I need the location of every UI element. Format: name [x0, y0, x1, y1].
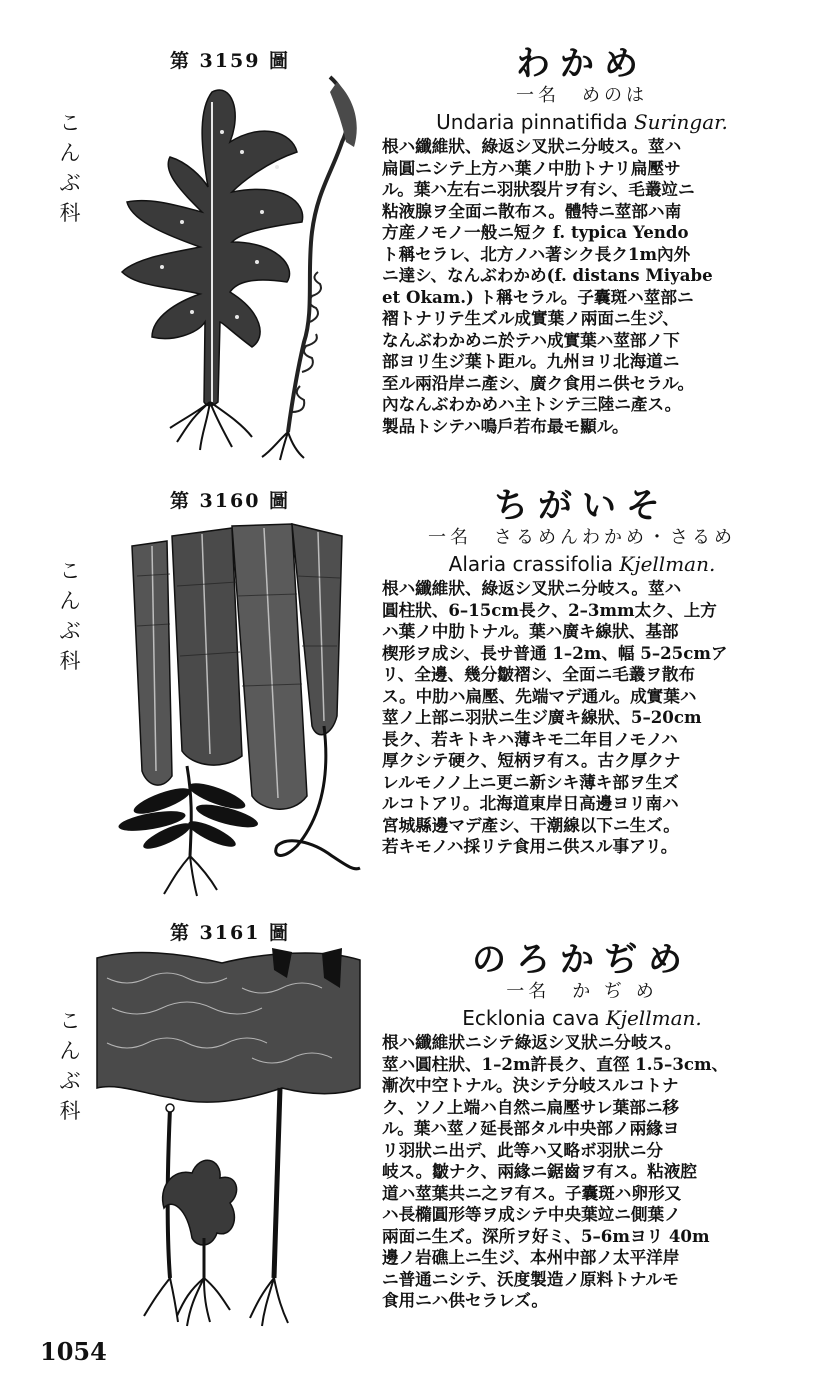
- entry-text: [382, 940, 782, 1312]
- entry-text: [382, 486, 782, 858]
- description-line: ス。中肋ハ扁壓、先端マデ通ル。成實葉ハ: [382, 685, 697, 706]
- description-line: 粘液腺ヲ全面ニ散布ス。體特ニ莖部ハ南: [382, 200, 682, 221]
- description-line: 圓柱狀、6–15cm長ク、2–3mm太ク、上方: [382, 599, 717, 620]
- description-line: 製品トシテハ鳴戶若布最モ顯ル。: [382, 415, 629, 436]
- alternate-name: 一名 めのは: [516, 85, 648, 106]
- description-line: 內なんぶわかめハ主トシテ三陸ニ產ス。: [382, 394, 682, 414]
- figure-label: 第 3160 圖: [169, 490, 291, 512]
- description-line: ト稱セラレ、北方ノハ著シク長ク1m內外: [382, 243, 691, 264]
- entry-text: [382, 44, 782, 437]
- japanese-name: ちがいそ: [494, 486, 670, 526]
- description-line: 食用ニハ供セラレズ。: [382, 1290, 548, 1310]
- description-line: et Okam.) ト稱セラル。子囊斑ハ莖部ニ: [382, 286, 694, 307]
- description-line: 道ハ莖葉共ニ之ヲ有ス。子囊斑ハ卵形又: [382, 1182, 682, 1203]
- chigaiso-illustration: [92, 516, 364, 901]
- description-line: 褶トナリテ生ズル成實葉ノ兩面ニ生ジ、: [382, 308, 680, 328]
- description-line: なんぶわかめニ於テハ成實葉ハ莖部ノ下: [382, 329, 680, 350]
- figure-label: 第 3159 圖: [169, 50, 291, 72]
- japanese-name: わかめ: [516, 44, 648, 84]
- description-line: ルコトアリ。北海道東岸日高邊ヨリ南ハ: [382, 793, 679, 813]
- description: [382, 578, 782, 858]
- alternate-name: 一名 さるめんわかめ・さるめ: [428, 527, 736, 548]
- family-label: こ ん ぶ 科: [59, 1009, 81, 1123]
- description-line: ク、ソノ上端ハ自然ニ扁壓サレ葉部ニ移: [382, 1096, 680, 1117]
- description-line: ル。葉ハ莖ノ延長部タル中央部ノ兩緣ヨ: [382, 1118, 680, 1138]
- description-line: 莖ノ上部ニ羽狀ニ生ジ廣キ線狀、5–20cm: [382, 707, 702, 727]
- description-line: 岐ス。皺ナク、兩緣ニ鋸齒ヲ有ス。粘液腔: [382, 1161, 697, 1181]
- description-line: 根ハ纖維狀、綠返シ叉狀ニ分岐ス。莖ハ: [382, 136, 682, 156]
- description-line: 長ク、若キトキハ薄キモ二年目ノモノハ: [382, 728, 678, 749]
- description-line: ハ葉ノ中肋トナル。葉ハ廣キ線狀、基部: [382, 621, 679, 641]
- description-line: 至ル兩沿岸ニ產シ、廣ク食用ニ供セラル。: [382, 372, 695, 393]
- description-line: リ羽狀ニ出デ、此等ハ又略ボ羽狀ニ分: [382, 1139, 663, 1160]
- scientific-author: Suringar.: [633, 110, 728, 134]
- scientific-author: Kjellman.: [619, 552, 716, 576]
- wakame-illustration: [92, 72, 364, 462]
- japanese-name: のろかぢめ: [472, 940, 692, 980]
- description-line: 部ヨリ生ジ葉ト距ル。九州ヨリ北海道ニ: [382, 351, 680, 371]
- description-line: 漸次中空トナル。決シテ分岐スルコトナ: [382, 1075, 679, 1095]
- description-line: 根ハ纖維狀ニシテ綠返シ叉狀ニ分岐ス。: [382, 1032, 682, 1052]
- figure-label: 第 3161 圖: [169, 922, 291, 944]
- description-line: 兩面ニ生ズ。深所ヲ好ミ、5–6mヨリ 40m: [382, 1225, 710, 1246]
- description-line: ニ達シ、なんぶわかめ(f. distans Miyabe: [382, 265, 713, 285]
- description-line: 若キモノハ採リテ食用ニ供スル事アリ。: [382, 836, 678, 856]
- scientific-binomial: Ecklonia cava: [462, 1006, 600, 1030]
- scientific-name: [382, 108, 782, 136]
- scientific-author: Kjellman.: [605, 1006, 702, 1030]
- description-line: 莖ハ圓柱狀、1–2m許長ク、直徑 1.5–3cm、: [382, 1053, 729, 1074]
- description-line: 邊ノ岩礁上ニ生ジ、本州中部ノ太平洋岸: [382, 1247, 680, 1267]
- description-line: ハ長橢圓形等ヲ成シテ中央葉竝ニ側葉ノ: [382, 1204, 681, 1224]
- description-line: 宮城縣邊マデ產シ、干潮線以下ニ生ズ。: [382, 814, 680, 835]
- description-line: 厚クシテ硬ク、短柄ヲ有ス。古ク厚クナ: [382, 750, 681, 770]
- description: [382, 136, 782, 437]
- description-line: リ、全邊、幾分皺褶シ、全面ニ毛叢ヲ散布: [382, 664, 696, 684]
- description-line: ニ普通ニシテ、沃度製造ノ原料トナルモ: [382, 1268, 679, 1289]
- scientific-binomial: Alaria crassifolia: [448, 552, 614, 576]
- scientific-binomial: Undaria pinnatifida: [436, 110, 628, 134]
- family-label: こ ん ぶ 科: [59, 111, 81, 225]
- alternate-name: 一名 か ぢ め: [506, 981, 658, 1002]
- description-line: 楔形ヲ成シ、長サ普通 1–2m、幅 5–25cmア: [382, 642, 728, 663]
- description: [382, 1032, 782, 1312]
- scientific-name: [382, 1004, 782, 1032]
- description-line: 扁圓ニシテ上方ハ葉ノ中肋トナリ扁壓サ: [382, 157, 681, 178]
- description-line: ル。葉ハ左右ニ羽狀裂片ヲ有シ、毛叢竝ニ: [382, 179, 695, 199]
- page-number: 1054: [40, 1337, 107, 1366]
- description-line: レルモノノ上ニ更ニ新シキ薄キ部ヲ生ズ: [382, 771, 679, 792]
- description-line: 方産ノモノ一般ニ短ク f. typica Yendo: [382, 222, 689, 242]
- family-label: こ ん ぶ 科: [59, 559, 81, 673]
- norokajime-illustration: [92, 948, 364, 1333]
- description-line: 根ハ纖維狀、綠返シ叉狀ニ分岐ス。莖ハ: [382, 578, 682, 598]
- scientific-name: [382, 550, 782, 578]
